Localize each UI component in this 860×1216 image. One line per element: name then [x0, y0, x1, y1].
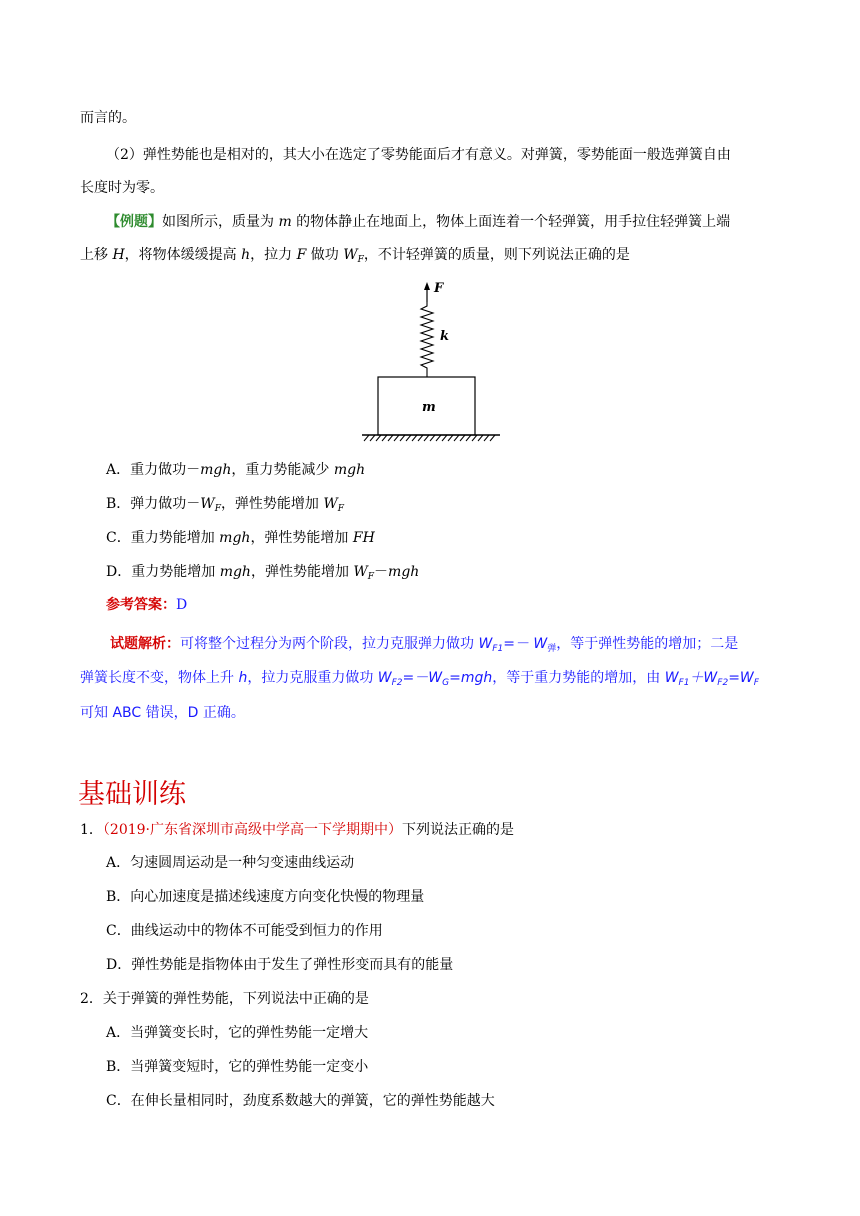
- q2-option-b: B．当弹簧变短时，它的弹性势能一定变小: [106, 1059, 369, 1075]
- q1-option-b: B．向心加速度是描述线速度方向变化快慢的物理量: [106, 889, 425, 905]
- spring-label: k: [440, 329, 450, 344]
- force-arrow-head: [424, 282, 430, 290]
- intro-line-3: 长度时为零。: [80, 180, 164, 196]
- intro-line-2: （2）弹性势能也是相对的，其大小在选定了零势能面后才有意义。对弹簧，零势能面一般选弹簧自由: [106, 147, 731, 163]
- example-line-1: 【例题】如图所示，质量为 m 的物体静止在地面上，物体上面连着一个轻弹簧，用手拉住轻弹簧上端: [106, 214, 731, 230]
- intro-line-1: 而言的。: [80, 110, 136, 126]
- spring: [421, 302, 433, 377]
- analysis-label: 试题解析：: [110, 636, 180, 652]
- q2-option-a: A．当弹簧变长时，它的弹性势能一定增大: [106, 1025, 369, 1041]
- q1-source: （2019·广东省深圳市高级中学高一下学期期中）: [102, 822, 402, 838]
- analysis-line-3: 可知 ABC 错误，D 正确。: [80, 705, 245, 721]
- answer-label: 参考答案：: [106, 597, 176, 613]
- answer-value: D: [176, 597, 188, 613]
- option-c: C．重力势能增加 mgh，弹性势能增加 FH: [106, 530, 375, 546]
- analysis-line-2: 弹簧长度不变，物体上升 h，拉力克服重力做功 $W_{F2}=-W_G=mgh$，等于重力势能的增加，由 $W_{F1}+W_{F2}=W_F$: [80, 670, 759, 688]
- ground-hatch: [364, 435, 495, 441]
- force-label: F: [434, 281, 444, 296]
- q1-option-d: D．弹性势能是指物体由于发生了弹性形变而具有的能量: [106, 957, 454, 973]
- option-a: A．重力做功－mgh，重力势能减少 mgh: [106, 462, 366, 478]
- example-line-2: 上移 H，将物体缓缓提高 h，拉力 F 做功 $W_F$，不计轻弹簧的质量，则下列说法正确的是: [80, 247, 630, 265]
- spring-mass-diagram: [360, 278, 505, 446]
- mass-label: m: [422, 400, 436, 415]
- q1-stem: 1．（2019·广东省深圳市高级中学高一下学期期中）下列说法正确的是: [80, 822, 514, 838]
- q1-option-a: A．匀速圆周运动是一种匀变速曲线运动: [106, 855, 355, 871]
- example-tag: 【例题】: [106, 214, 162, 230]
- q1-option-c: C．曲线运动中的物体不可能受到恒力的作用: [106, 923, 383, 939]
- option-b: B．弹力做功$-W_F$，弹性势能增加 $W_F$: [106, 496, 345, 514]
- q2-stem: 2．关于弹簧的弹性势能，下列说法中正确的是: [80, 991, 369, 1007]
- q2-option-c: C．在伸长量相同时，劲度系数越大的弹簧，它的弹性势能越大: [106, 1093, 495, 1109]
- answer: [106, 595, 187, 615]
- section-title: 基础训练: [78, 779, 186, 810]
- analysis-line-1: 试题解析：可将整个过程分为两个阶段，拉力克服弹力做功 $W_{F1}=- W_弹$，等于弹性势能的增加；二是: [110, 636, 739, 654]
- option-d: D．重力势能增加 mgh，弹性势能增加 $W_F-mgh$: [106, 564, 420, 582]
